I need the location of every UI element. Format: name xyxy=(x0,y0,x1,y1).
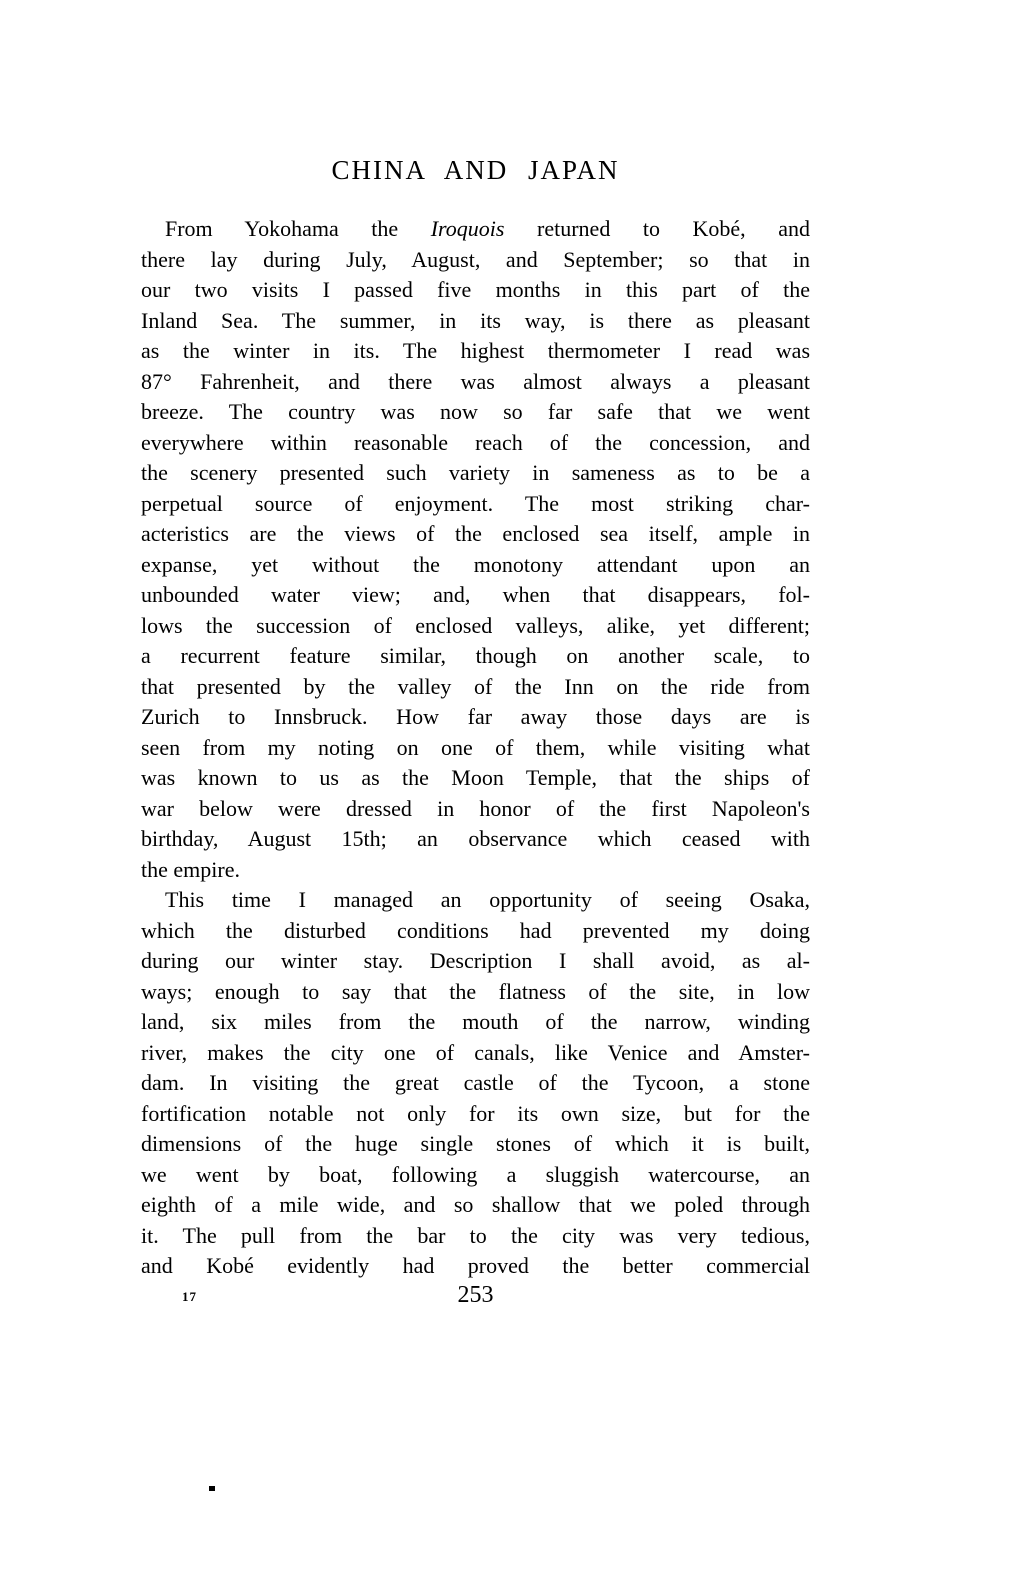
scan-artifact-dot xyxy=(209,1486,215,1491)
ship-name-italic: Iroquois xyxy=(430,216,505,241)
text-line: that presented by the valley of the Inn on the ride from xyxy=(141,673,810,699)
text-line: dimensions of the huge single stones of which it is built, xyxy=(141,1131,810,1156)
text-line: war below were dressed in honor of the first Napoleon's xyxy=(141,795,810,821)
text-line-last: the empire. xyxy=(141,856,240,882)
text-segment: returned to Kobé, and xyxy=(504,216,810,241)
text-line: seen from my noting on one of them, while visiting what xyxy=(141,734,810,760)
text-line: acteristics are the views of the enclosed sea itself, ample in xyxy=(141,521,810,546)
text-line: birthday, August 15th; an observance which ceased with xyxy=(141,826,810,851)
page-footer xyxy=(141,1282,810,1316)
text-line: as the winter in its. The highest thermometer I read was xyxy=(141,338,810,363)
text-line: fortification notable not only for its own size, but for the xyxy=(141,1100,810,1126)
text-line: unbounded water view; and, when that disappears, fol- xyxy=(141,582,810,607)
text-line: during our winter stay. Description I shall avoid, as al- xyxy=(141,948,810,973)
paragraph-2-lines xyxy=(141,916,810,1282)
text-line: the scenery presented such variety in sameness as to be a xyxy=(141,460,810,485)
text-line: which the disturbed conditions had prevented my doing xyxy=(141,917,810,943)
text-block xyxy=(141,214,810,1282)
text-line: Inland Sea. The summer, in its way, is there as pleasant xyxy=(141,307,810,333)
text-line-first: This time I managed an opportunity of seeing Osaka, xyxy=(165,887,810,912)
text-line: it. The pull from the bar to the city was very tedious, xyxy=(141,1222,810,1248)
text-line: everywhere within reasonable reach of the concession, and xyxy=(141,429,810,455)
text-line: 87° Fahrenheit, and there was almost always a pleasant xyxy=(141,368,810,394)
text-line: lows the succession of enclosed valleys, alike, yet different; xyxy=(141,612,810,638)
text-line: river, makes the city one of canals, like Venice and Amster- xyxy=(141,1039,810,1065)
text-line: there lay during July, August, and September; so that in xyxy=(141,246,810,272)
text-line: eighth of a mile wide, and so shallow that we poled through xyxy=(141,1192,810,1217)
paragraph-1-lines xyxy=(141,245,810,855)
page-number: 253 xyxy=(457,1282,494,1308)
text-line-first xyxy=(141,214,810,245)
text-line: breeze. The country was now so far safe that we went xyxy=(141,399,810,424)
text-line: a recurrent feature similar, though on another scale, to xyxy=(141,643,810,668)
text-line: perpetual source of enjoyment. The most striking char- xyxy=(141,490,810,516)
text-line: and Kobé evidently had proved the better commercial xyxy=(141,1253,810,1278)
text-line: our two visits I passed five months in this part of the xyxy=(141,277,810,302)
paragraph-1 xyxy=(141,214,810,885)
text-line: Zurich to Innsbruck. How far away those days are is xyxy=(141,704,810,729)
paragraph-2 xyxy=(141,885,810,1282)
text-line: we went by boat, following a sluggish watercourse, an xyxy=(141,1161,810,1187)
text-segment: From Yokohama the xyxy=(165,216,431,241)
text-line: expanse, yet without the monotony attendant upon an xyxy=(141,551,810,577)
text-line: dam. In visiting the great castle of the Tycoon, a stone xyxy=(141,1070,810,1095)
text-line: ways; enough to say that the flatness of the site, in low xyxy=(141,978,810,1004)
text-line: was known to us as the Moon Temple, that the ships of xyxy=(141,765,810,790)
signature-mark: 17 xyxy=(182,1289,197,1304)
text-line: land, six miles from the mouth of the narrow, winding xyxy=(141,1009,810,1034)
running-head: CHINA AND JAPAN xyxy=(331,155,620,185)
